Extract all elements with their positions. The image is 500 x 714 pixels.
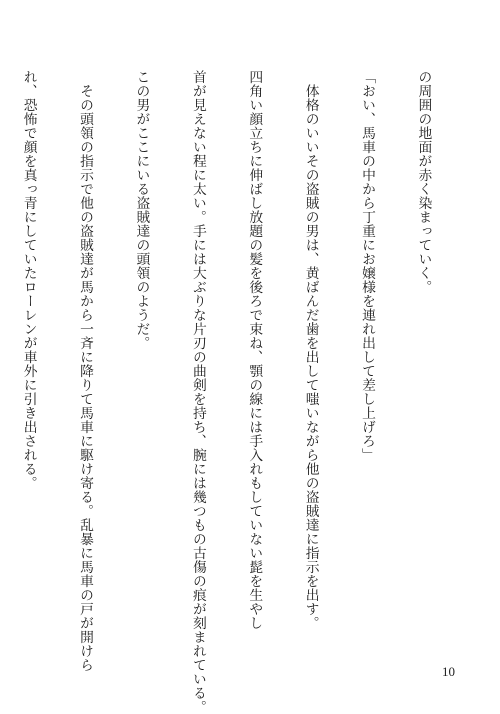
text-line: その頭領の指示で他の盗賊達が馬から一斉に降りて馬車に駆け寄る。乱暴に馬車の戸が開けら [77,70,94,672]
text-line: 首が見えない程に太い。手には大ぶりな片刃の曲剣を持ち、腕には幾つもの古傷の痕が刻まれている。 [189,70,206,714]
text-line: この男がここにいる盗賊達の頭領のようだ。 [133,70,150,350]
text-line: の周囲の地面が赤く染まっていく。 [415,70,432,294]
text-line: 「おい、馬車の中から丁重にお嬢様を連れ出して差し上げろ」 [359,70,376,462]
text-line: れ、恐怖で顔を真っ青にしていたローレンが車外に引き出される。 [20,70,37,490]
text-line: 体格のいいその盗賊の男は、黄ばんだ歯を出して嗤いながら他の盗賊達に指示を出す。 [302,70,319,630]
page-number: 10 [442,664,455,679]
text-line: 四角い顔立ちに伸ばし放題の髪を後ろで束ね、顎の線には手入れもしていない髭を生やし [246,70,263,630]
